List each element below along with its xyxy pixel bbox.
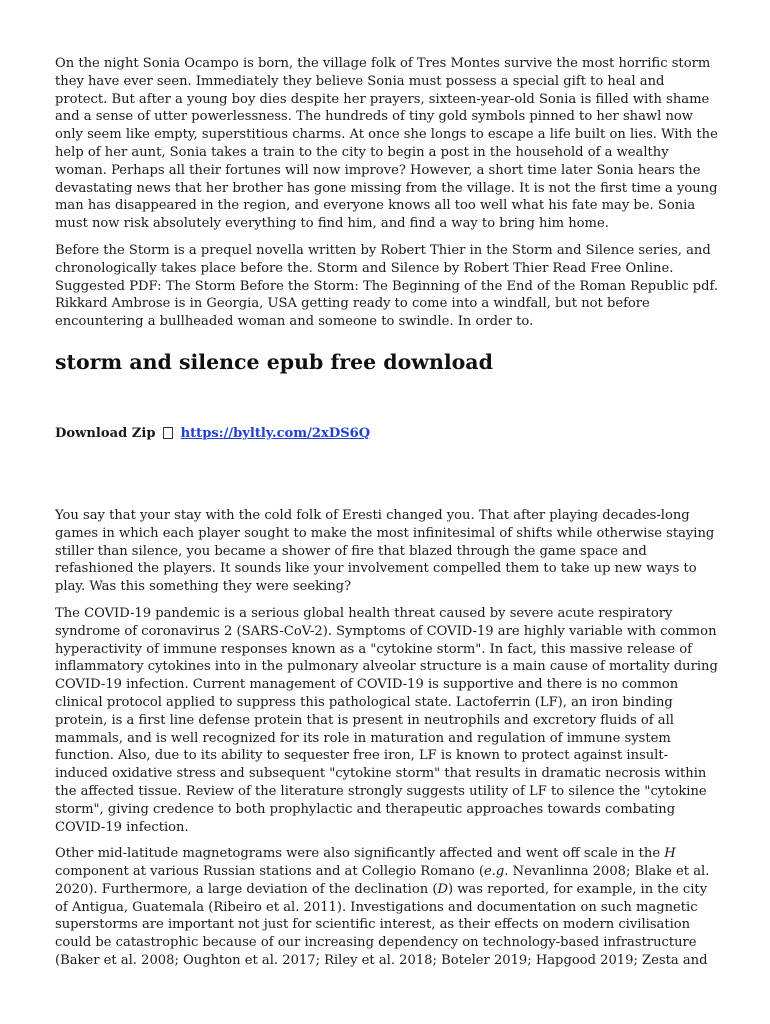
download-row: [55, 425, 720, 443]
italic-segment: D: [437, 881, 448, 897]
download-link[interactable]: https://byltly.com/2xDS6Q: [180, 425, 371, 441]
text-segment: ) was reported, for example, in the city of Antigua, Guatemala (Ribeiro et al. 2011). Investigations and documentation on such magnetic superstorms are important not just for scientific interest, as their effects on modern civilisation could be catastrophic because of our increasing dependency on technology-based infrastructure (Baker et al. 2008; Oughton et al. 2017; Riley et al. 2018; Boteler 2019; Hapgood 2019; Zesta and: [55, 881, 708, 969]
body-paragraph-2: The COVID-19 pandemic is a serious global health threat caused by severe acute respiratory syndrome of coronavirus 2 (SARS-CoV-2). Symptoms of COVID-19 are highly variable with common hyperactivity of immune responses known as a "cytokine storm". In fact, this massive release of inflammatory cytokines into in the pulmonary alveolar structure is a main cause of mortality during COVID-19 infection. Current management of COVID-19 is supportive and there is no common clinical protocol applied to suppress this pathological state. Lactoferrin (LF), an iron binding protein, is a first line defense protein that is present in neutrophils and excretory fluids of all mammals, and is well recognized for its role in maturation and regulation of immune system function. Also, due to its ability to sequester free iron, LF is known to protect against insult-induced oxidative stress and subsequent "cytokine storm" that results in dramatic necrosis within the affected tissue. Review of the literature strongly suggests utility of LF to silence the "cytokine storm", giving credence to both prophylactic and therapeutic approaches towards combating COVID-19 infection.: [55, 605, 718, 835]
text-segment: Nevanlinna 2008; Blake et al. 2020). Furthermore, a large deviation of the declination (: [55, 864, 710, 897]
intro-paragraph-2: Before the Storm is a prequel novella written by Robert Thier in the Storm and Silence series, and chronologically takes place before the. Storm and Silence by Robert Thier Read Free Online. Suggested PDF: The Storm Before the Storm: The Beginning of the End of the Roman Republic pdf. Rikkard Ambrose is in Georgia, USA getting ready to come into a windfall, but not before encountering a bullheaded woman and someone to swindle. In order to.: [55, 242, 719, 330]
missing-glyph-icon: [163, 427, 173, 439]
text-segment: Other mid-latitude magnetograms were also significantly affected and went off scale in the: [55, 846, 665, 862]
download-label: Download Zip: [55, 425, 156, 441]
section-heading: storm and silence epub free download: [55, 349, 493, 374]
italic-segment: H: [664, 846, 676, 862]
intro-paragraph-1: On the night Sonia Ocampo is born, the village folk of Tres Montes survive the most horrific storm they have ever seen. Immediately they believe Sonia must possess a special gift to heal and protect. But after a young boy dies despite her prayers, sixteen-year-old Sonia is filled with shame and a sense of utter powerlessness. The hundreds of tiny gold symbols pinned to her shawl now only seem like empty, superstitious charms. At once she longs to escape a life built on lies. With the help of her aunt, Sonia takes a train to the city to begin a post in the household of a wealthy woman. Perhaps all their fortunes will now improve? However, a short time later Sonia hears the devastating news that her brother has gone missing from the village. It is not the first time a young man has disappeared in the region, and everyone knows all too well what his fate may be. Sonia must now risk absolutely everything to find him, and find a way to bring him home.: [55, 56, 718, 232]
text-segment: component at various Russian stations and at Collegio Romano (: [55, 864, 484, 880]
body-paragraph-3: [55, 845, 720, 970]
italic-segment: e.g.: [483, 864, 509, 880]
body-paragraph-1: You say that your stay with the cold folk of Eresti changed you. That after playing decades-long games in which each player sought to make the most infinitesimal of shifts while otherwise staying stiller than silence, you became a shower of fire that blazed through the game space and refashioned the players. It sounds like your involvement compelled them to take up new ways to play. Was this something they were seeking?: [55, 507, 715, 595]
document-page: [55, 55, 720, 970]
